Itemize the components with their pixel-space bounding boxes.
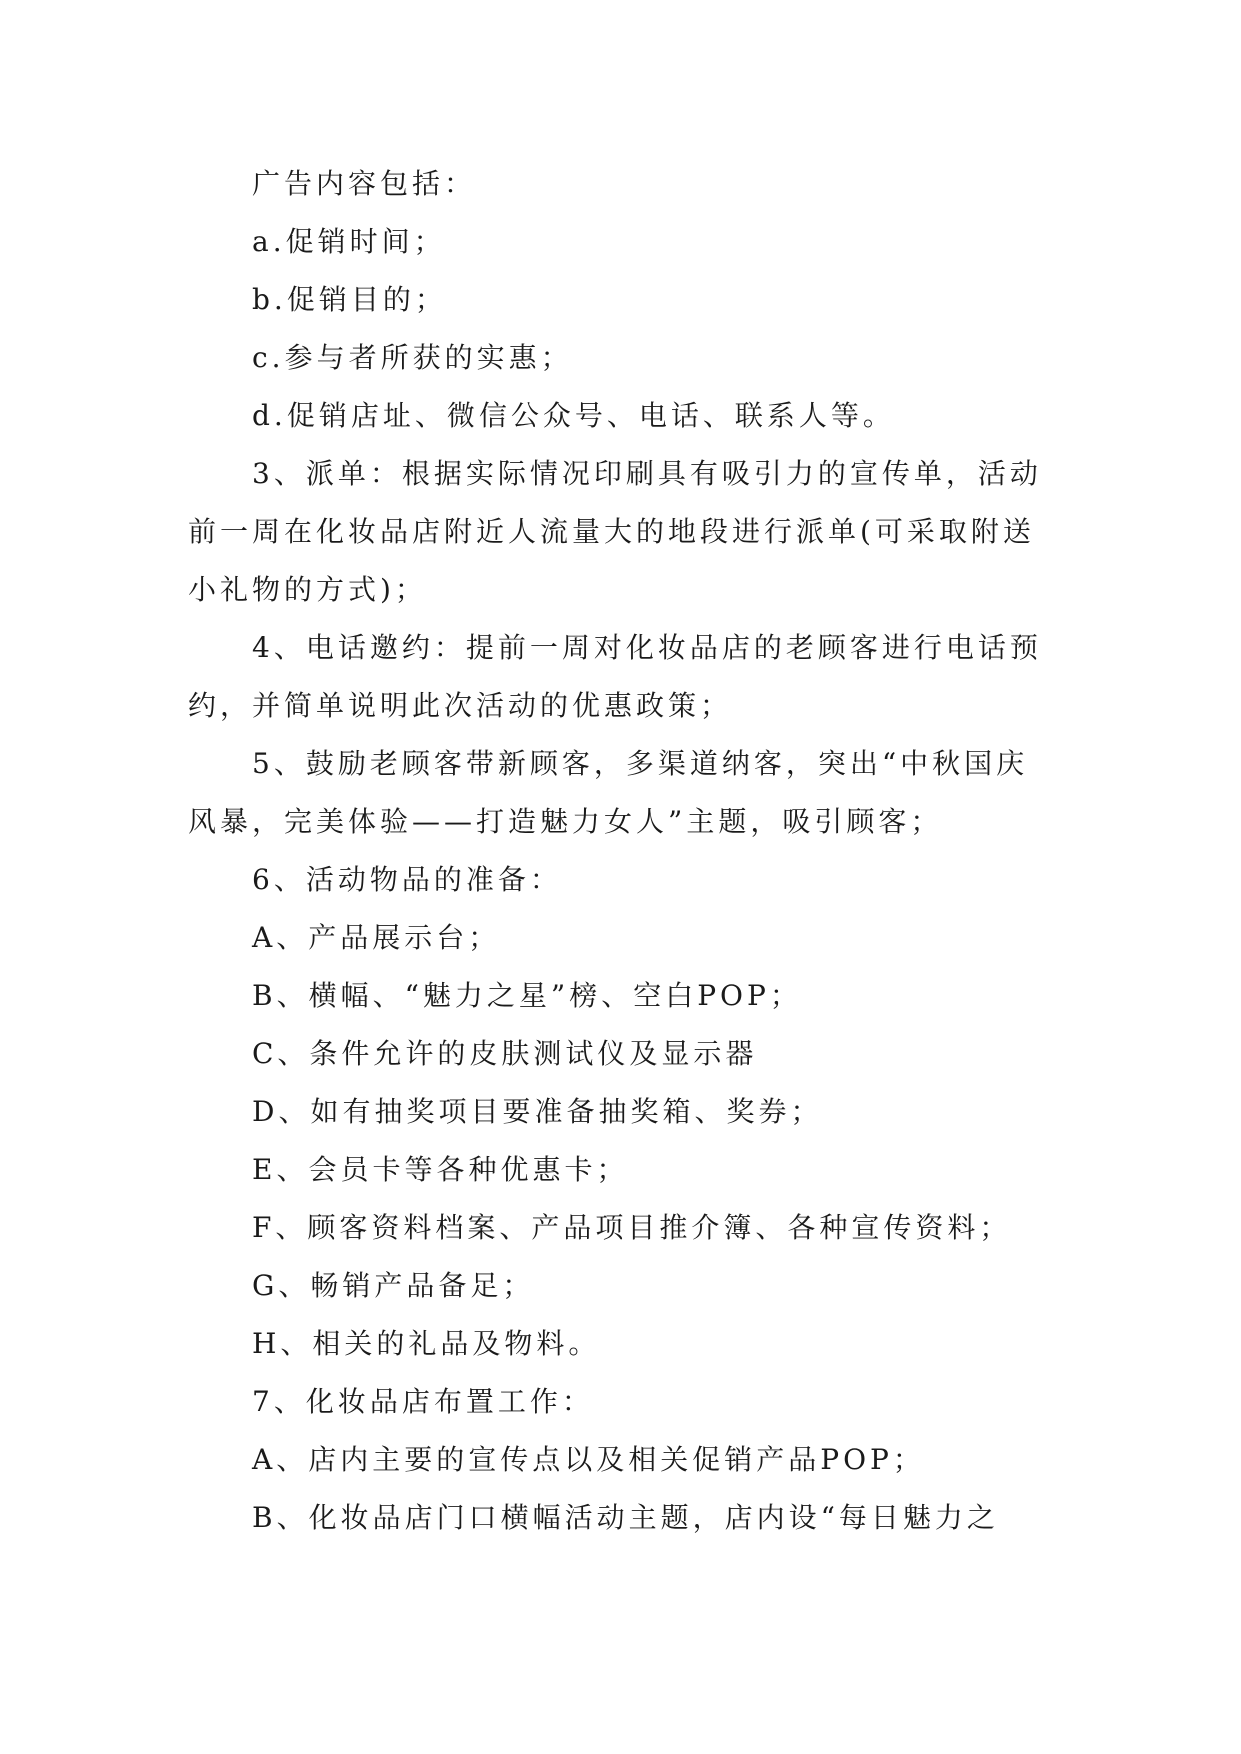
paragraph-supply-a: A、产品展示台； — [252, 921, 501, 954]
paragraph-item-d: d.促销店址、微信公众号、电话、联系人等。 — [252, 399, 895, 432]
paragraph-item-b: b.促销目的； — [252, 283, 447, 316]
paragraph-section-4: 4、电话邀约：提前一周对化妆品店的老顾客进行电话预约，并简单说明此次活动的优惠政策； — [188, 631, 1042, 722]
paragraph-supply-e: E、会员卡等各种优惠卡； — [252, 1153, 629, 1186]
document-body — [188, 155, 1048, 1547]
paragraph-section-5: 5、鼓励老顾客带新顾客，多渠道纳客，突出“中秋国庆风暴，完美体验——打造魅力女人”主题，吸引顾客； — [188, 747, 1029, 838]
paragraph-ad-content-heading: 广告内容包括： — [252, 167, 477, 200]
paragraph-supply-f: F、顾客资料档案、产品项目推介簿、各种宣传资料； — [252, 1211, 1012, 1244]
paragraph-item-a: a.促销时间； — [252, 225, 446, 258]
paragraph-supply-h: H、相关的礼品及物料。 — [252, 1327, 601, 1360]
paragraph-section-3: 3、派单：根据实际情况印刷具有吸引力的宣传单，活动前一周在化妆品店附近人流量大的地段进行派单(可采取附送小礼物的方式)； — [188, 457, 1042, 606]
paragraph-supply-c: C、条件允许的皮肤测试仪及显示器 — [252, 1037, 758, 1070]
paragraph-supply-b: B、横幅、“魅力之星”榜、空白POP； — [252, 979, 802, 1012]
paragraph-section-7-heading: 7、化妆品店布置工作： — [252, 1385, 594, 1418]
paragraph-supply-g: G、畅销产品备足； — [252, 1269, 535, 1302]
paragraph-layout-b: B、化妆品店门口横幅活动主题，店内设“每日魅力之 — [252, 1501, 999, 1534]
paragraph-supply-d: D、如有抽奖项目要准备抽奖箱、奖券； — [252, 1095, 823, 1128]
paragraph-item-c: c.参与者所获的实惠； — [252, 341, 573, 374]
paragraph-layout-a: A、店内主要的宣传点以及相关促销产品POP； — [252, 1443, 925, 1476]
paragraph-section-6-heading: 6、活动物品的准备： — [252, 863, 562, 896]
